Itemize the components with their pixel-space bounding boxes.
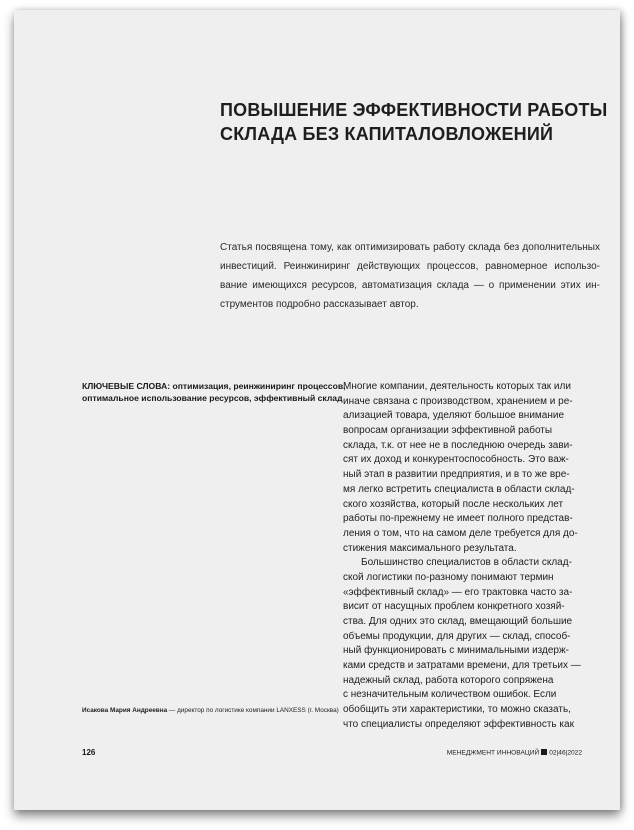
lead-line: вание имеющихся ресурсов, автоматизация склада — о применении этих ин- [220, 280, 600, 291]
lead-line: струментов подробно рассказывает автор. [220, 299, 419, 310]
title-line: ПОВЫШЕНИЕ ЭФФЕКТИВНОСТИ РАБОТЫ [220, 100, 608, 120]
body-line: «эффективный склад» — его трактовка часто за- [343, 586, 573, 598]
body-line: работы по-прежнему не имеет полного представ- [343, 513, 573, 525]
journal-footer [447, 749, 582, 757]
keywords-line: оптимальное использование ресурсов, эффективный склад [82, 393, 343, 403]
body-line: мя легко встретить специалиста в области склад- [343, 483, 575, 495]
issue-number: 02|46|2022 [549, 749, 582, 757]
lead-line: Статья посвящена тому, как оптимизировать работу склада без дополнительных [220, 242, 600, 253]
author-name: Исакова Мария Андреевна [82, 707, 168, 714]
title-line: СКЛАДА БЕЗ КАПИТАЛОВЛОЖЕНИЙ [220, 124, 554, 144]
body-line: стижения максимального результата. [343, 542, 517, 554]
journal-name: МЕНЕДЖМЕНТ ИННОВАЦИЙ [446, 749, 540, 757]
body-line: надежный склад, работа которого сопряжена [343, 674, 554, 686]
body-line: ный этап в развитии предприятия, и в то же вре- [343, 469, 570, 481]
lead-line: инвестиций. Реинжиниринг действующих процессов, равномерное использо- [220, 261, 600, 272]
body-line: объемы продукции, для других — склад, способ- [343, 630, 571, 642]
body-line: висит от насущных проблем конкретного хозяй- [343, 601, 565, 613]
body-line: иначе связана с производством, хранением и ре- [343, 395, 573, 407]
body-line: Большинство специалистов в области склад- [361, 557, 572, 569]
body-line: ления о том, что на самом деле требуется для до- [343, 527, 578, 539]
body-line: ской логистики по-разному понимают термин [343, 571, 554, 583]
body-line: склада, т.к. от нее не в последнюю очередь зави- [343, 439, 573, 451]
body-line: ализацией товара, уделяют большое внимание [343, 410, 565, 422]
author-description: — директор по логистике компании LANXESS (г. Москва) [167, 707, 339, 714]
square-separator-icon [541, 749, 547, 755]
body-line: сят их доход и конкурентоспособность. Это важ- [343, 454, 569, 466]
page-number: 126 [82, 748, 96, 757]
body-line: вопросам организации эффективной работы [343, 425, 553, 437]
journal-page [14, 10, 620, 810]
body-line: с незначительным количеством ошибок. Если [343, 689, 557, 701]
body-line: что специалисты определяют эффективность как [343, 718, 574, 730]
keywords-block [82, 380, 344, 404]
author-info [82, 706, 352, 715]
body-line: обобщить эти характеристики, то можно сказать, [343, 704, 571, 716]
article-body [343, 380, 595, 733]
body-line: ского хозяйства, который после нескольких лет [343, 498, 564, 510]
body-line: ками средств и затратами времени, для третьих — [343, 660, 581, 672]
body-line: ства. Для одних это склад, вмещающий большие [343, 616, 573, 627]
body-line: ный функционировать с минимальными издерж- [343, 645, 570, 657]
body-line: Многие компании, деятельность которых так или [343, 381, 571, 392]
keywords-line: КЛЮЧЕВЫЕ СЛОВА: оптимизация, реинжиниринг процессов, [82, 381, 346, 391]
article-title [220, 98, 608, 146]
article-lead [220, 238, 600, 314]
